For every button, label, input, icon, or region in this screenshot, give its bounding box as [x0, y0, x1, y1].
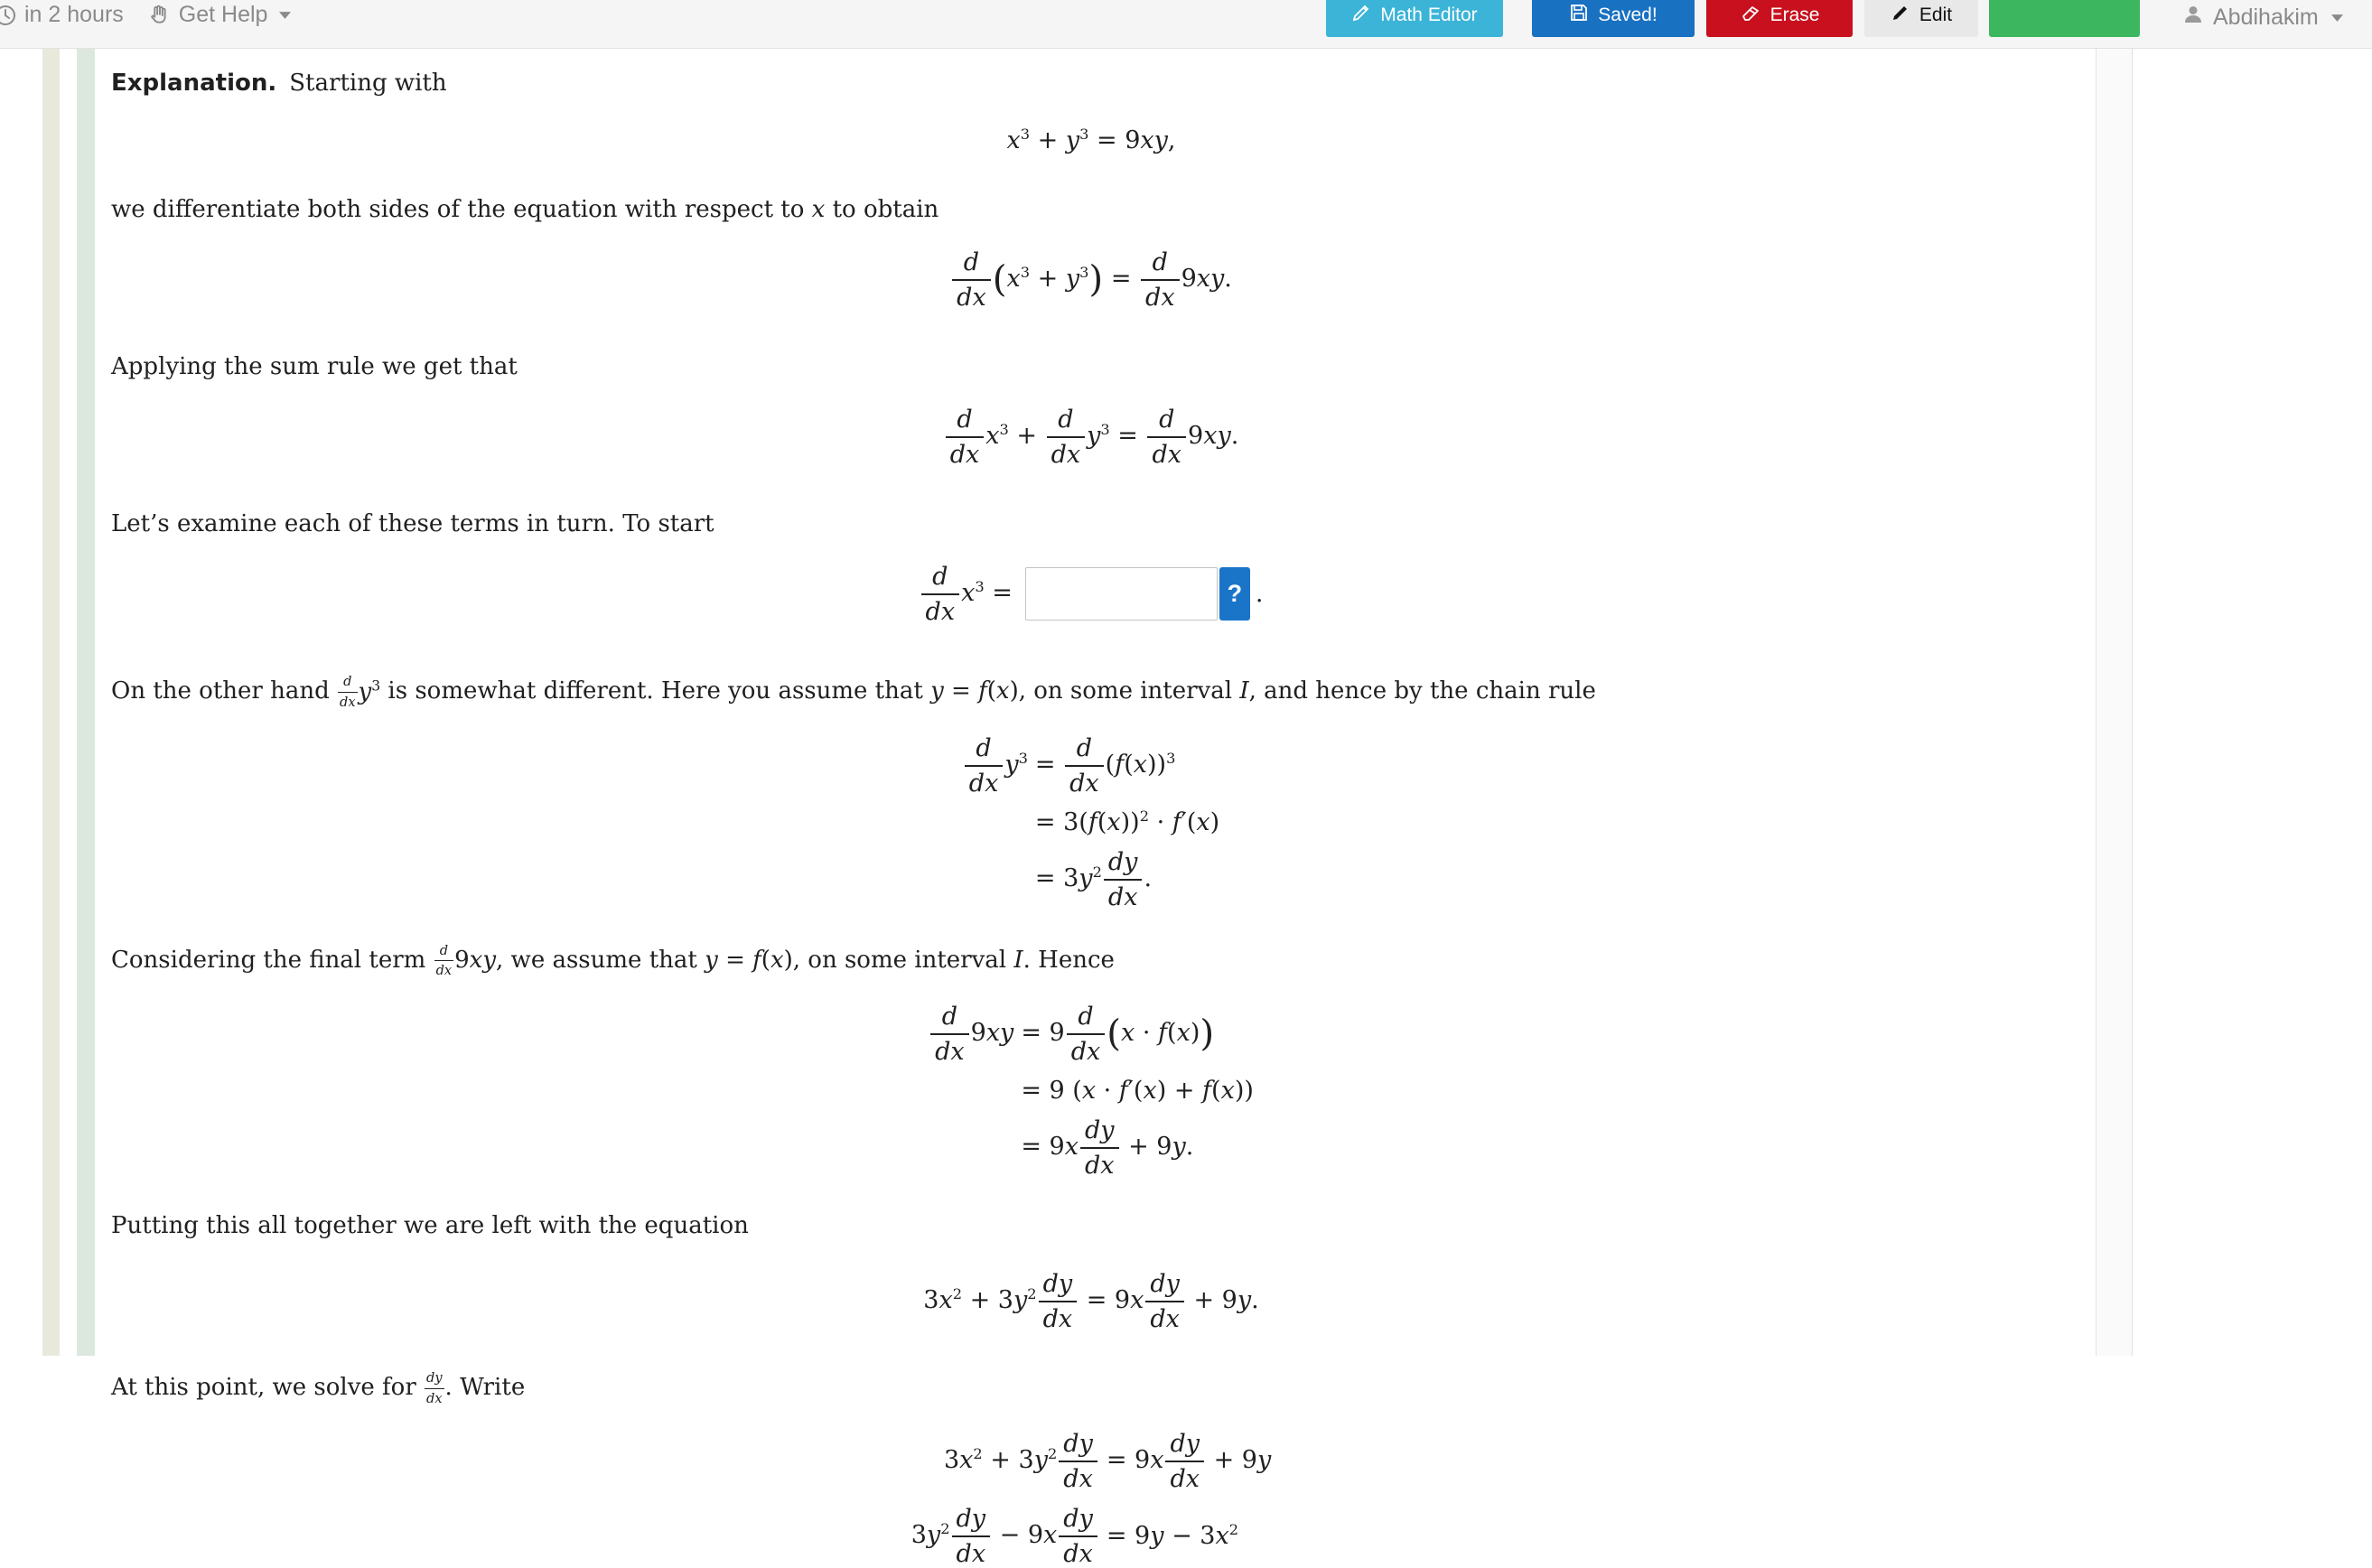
- paragraph-examine-terms: Let’s examine each of these terms in turn. To start: [111, 510, 714, 538]
- paragraph-differentiate: we differentiate both sides of the equation with respect to x to obtain: [111, 196, 939, 224]
- left-stripe-beige: [42, 49, 60, 1356]
- equation-line-lhs: $3x^2 + 3y^2$ $\frac{dy}{dx}$: [944, 1429, 1099, 1493]
- equation-combined: $3x^2 + 3y^2$ $\frac{dy}{dx}$ = 9x $\frac{dy}{dx}$ + 9y.: [923, 1270, 1259, 1334]
- equation-ddx-both-sides: $\frac{d}{dx}$ $(x^3 + y^3)$ = $\frac{d}{dx}$ 9xy.: [111, 247, 2071, 312]
- equation-line-rhs: = 9 (x · f′(x) + f(x)): [1021, 1077, 1254, 1105]
- save-disk-icon: [1569, 3, 1589, 28]
- right-gutter: [2097, 49, 2132, 1356]
- hand-icon: [147, 4, 171, 27]
- answer-input[interactable]: [1025, 567, 1218, 621]
- equation-line-rhs: = 9 $\frac{d}{dx}$ (x · f(x)): [1021, 1003, 1215, 1066]
- explanation-panel: [111, 49, 2071, 1568]
- right-gutter-border: [2132, 49, 2133, 1356]
- paragraph-solve: At this point, we solve for $\frac{dy}{dx}$ . Write: [111, 1370, 526, 1406]
- paragraph-other-hand: On the other hand $\frac{d}{dx}$ $y^3$ is somewhat different. Here you assume that y = f(x), on some interval I, and hence by the chain rule: [111, 674, 1596, 711]
- unlabeled-green-button[interactable]: [1989, 0, 2140, 37]
- paragraph-sum-rule: Applying the sum rule we get that: [111, 353, 518, 381]
- equation-line-rhs: = $9y - 3x^2$: [1106, 1521, 1238, 1551]
- math-editor-label: Math Editor: [1380, 4, 1478, 25]
- due-time-label: in 2 hours: [24, 2, 124, 27]
- equation-line-lhs: $3y^2$ $\frac{dy}{dx}$ − 9x $\frac{dy}{dx}$: [911, 1504, 1099, 1568]
- explanation-heading: Explanation.: [111, 70, 277, 97]
- get-help-menu[interactable]: [147, 2, 292, 28]
- equation-original: $x^3 + y^3 = 9xy$,: [1006, 126, 1176, 155]
- paragraph-putting-together: Putting this all together we are left with the equation: [111, 1212, 749, 1239]
- equation-line-rhs: = $\frac{d}{dx}$ $(f(x))^3$: [1034, 733, 1176, 798]
- equation-line-rhs: = $3y^2$ $\frac{dy}{dx}$ .: [1034, 847, 1153, 911]
- answer-help-button[interactable]: ?: [1219, 567, 1250, 621]
- equation-line-rhs: = $3(f(x))^2 \cdot f'(x)$: [1034, 807, 1220, 836]
- chevron-down-icon: [2331, 14, 2343, 22]
- erase-label: Erase: [1770, 4, 1820, 25]
- top-navbar: [0, 0, 2372, 49]
- user-icon: [2182, 4, 2204, 32]
- derivation-solve: [111, 1429, 2071, 1568]
- answer-lhs-math: $\frac{d}{dx}$ $x^3$ =: [920, 562, 1013, 626]
- equation-line-lhs: $\frac{d}{dx}$ $y^3$: [963, 733, 1028, 798]
- user-name-label: Abdihakim: [2213, 5, 2319, 30]
- erase-button[interactable]: [1706, 0, 1853, 37]
- due-time: [0, 2, 124, 28]
- left-stripe-green: [77, 49, 95, 1356]
- paragraph-final-term: Considering the final term $\frac{d}{dx}$ 9xy, we assume that y = f(x), on some interval I. Hence: [111, 942, 1115, 979]
- edit-label: Edit: [1919, 4, 1953, 25]
- intro-text: Starting with: [289, 70, 447, 97]
- equation-line-rhs: = 9x $\frac{dy}{dx}$ + 9y: [1106, 1430, 1272, 1494]
- pencil-icon: [1891, 3, 1910, 28]
- equation-sum-rule: $\frac{d}{dx}$ $x^3$ + $\frac{d}{dx}$ $y^3$ = $\frac{d}{dx}$ 9xy.: [111, 405, 2071, 469]
- saved-button[interactable]: [1532, 0, 1695, 37]
- math-editor-button[interactable]: [1326, 0, 1503, 37]
- derivation-chain-rule: [111, 733, 2071, 911]
- saved-label: Saved!: [1598, 4, 1658, 25]
- answer-row: [111, 562, 2071, 626]
- derivation-product-rule: [111, 1002, 2071, 1180]
- user-menu[interactable]: [2182, 4, 2343, 32]
- clock-icon: [0, 5, 16, 26]
- eraser-icon: [1740, 2, 1761, 29]
- chevron-down-icon: [279, 12, 291, 19]
- pen-icon: [1351, 3, 1371, 28]
- intro-paragraph: [111, 68, 2071, 99]
- answer-suffix: .: [1255, 580, 1264, 609]
- equation-line-lhs: $\frac{d}{dx}$ 9xy: [929, 1002, 1013, 1066]
- get-help-label: Get Help: [178, 2, 268, 27]
- equation-line-rhs: = 9x $\frac{dy}{dx}$ + 9y.: [1021, 1116, 1194, 1180]
- edit-button[interactable]: [1864, 0, 1978, 37]
